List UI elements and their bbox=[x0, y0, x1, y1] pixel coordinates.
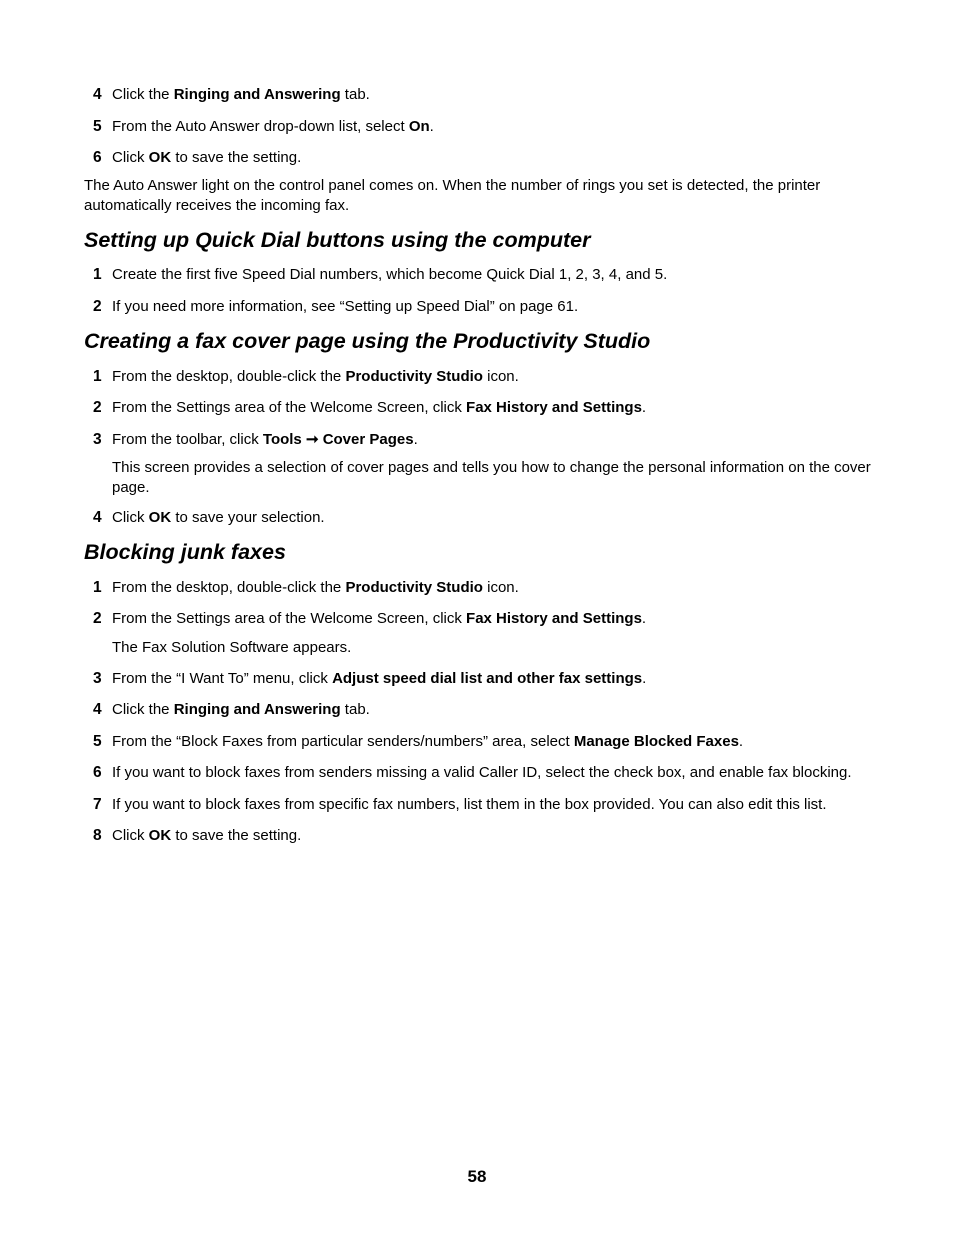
step-text: icon. bbox=[482, 579, 519, 596]
step-bold-text: Fax History and Settings bbox=[466, 610, 642, 627]
step-text: Click the bbox=[112, 701, 174, 718]
step-text: If you want to block faxes from specific fax numbers, list them in the box provided. You can also edit this list. bbox=[112, 796, 827, 813]
step-text: . bbox=[641, 399, 647, 416]
auto-answer-note: The Auto Answer light on the control panel comes on. When the number of rings you set is detected, the printer automatically receives the incoming fax. bbox=[84, 177, 821, 214]
step-number: 1 bbox=[93, 579, 102, 596]
step-number: 2 bbox=[93, 399, 102, 416]
cover-page-step-3-note: This screen provides a selection of cover pages and tells you how to change the personal information on the cover page. bbox=[112, 459, 871, 496]
step-text: . bbox=[413, 431, 418, 448]
step-text: If you need more information, see “Setting up Speed Dial” on page 61. bbox=[112, 298, 579, 315]
step-number: 2 bbox=[93, 610, 102, 627]
step-number: 6 bbox=[93, 149, 102, 166]
step-bold-text: Fax History and Settings bbox=[466, 399, 642, 416]
step-text: From the Settings area of the Welcome Screen, click bbox=[112, 610, 467, 627]
step-6-ok bbox=[93, 148, 883, 167]
step-5-auto-answer bbox=[93, 117, 883, 136]
step-4-ringing-tab bbox=[93, 85, 883, 104]
step-text: tab. bbox=[340, 86, 370, 103]
step-text: . bbox=[429, 118, 434, 135]
step-bold-text: Adjust speed dial list and other fax settings bbox=[332, 670, 643, 687]
cover-page-step-3 bbox=[93, 430, 883, 449]
step-text: From the Auto Answer drop-down list, select bbox=[112, 118, 409, 135]
step-number: 3 bbox=[93, 670, 102, 687]
junk-step-5 bbox=[93, 732, 883, 751]
step-text: From the “I Want To” menu, click bbox=[112, 670, 333, 687]
step-number: 5 bbox=[93, 733, 102, 750]
step-text: From the “Block Faxes from particular senders/numbers” area, select bbox=[112, 733, 574, 750]
step-number: 4 bbox=[93, 86, 102, 103]
step-text: . bbox=[738, 733, 744, 750]
quick-dial-step-2 bbox=[93, 297, 883, 316]
cover-page-step-1 bbox=[93, 367, 883, 386]
step-text: . bbox=[642, 670, 647, 687]
step-text: Click bbox=[112, 827, 149, 844]
step-number: 1 bbox=[93, 368, 102, 385]
step-text: From the toolbar, click bbox=[112, 431, 263, 448]
step-number: 5 bbox=[93, 118, 102, 135]
junk-step-2-note: The Fax Solution Software appears. bbox=[112, 639, 352, 656]
step-number: 8 bbox=[93, 827, 102, 844]
step-text: If you want to block faxes from senders missing a valid Caller ID, select the check box, and enable fax blocking. bbox=[112, 764, 852, 781]
junk-step-1 bbox=[93, 578, 883, 597]
step-text: Click bbox=[112, 149, 149, 166]
page-number: 58 bbox=[467, 1167, 487, 1186]
cover-page-heading: Creating a fax cover page using the Productivity Studio bbox=[84, 329, 651, 353]
step-bold-text: OK bbox=[148, 827, 172, 844]
junk-step-3 bbox=[93, 669, 883, 688]
step-bold-text: On bbox=[408, 118, 430, 135]
step-number: 1 bbox=[93, 266, 102, 283]
junk-step-8 bbox=[93, 826, 883, 845]
step-bold-text: OK bbox=[148, 509, 172, 526]
junk-faxes-heading: Blocking junk faxes bbox=[84, 540, 286, 564]
step-text: Click the bbox=[112, 86, 174, 103]
step-text: to save the setting. bbox=[171, 827, 302, 844]
step-bold-text: Manage Blocked Faxes bbox=[573, 733, 739, 750]
step-number: 6 bbox=[93, 764, 102, 781]
quick-dial-heading: Setting up Quick Dial buttons using the computer bbox=[84, 228, 591, 252]
step-bold-text: Productivity Studio bbox=[345, 368, 483, 385]
step-text: . bbox=[641, 610, 647, 627]
step-text: From the Settings area of the Welcome Screen, click bbox=[112, 399, 467, 416]
step-bold-text: Ringing and Answering bbox=[173, 701, 341, 718]
junk-step-7 bbox=[93, 795, 883, 814]
step-text: Click bbox=[112, 509, 149, 526]
step-number: 7 bbox=[93, 796, 102, 813]
step-bold-text: Ringing and Answering bbox=[173, 86, 341, 103]
step-text: to save the setting. bbox=[171, 149, 302, 166]
step-text: tab. bbox=[340, 701, 370, 718]
cover-page-step-2 bbox=[93, 398, 883, 417]
step-number: 3 bbox=[93, 431, 102, 448]
step-number: 4 bbox=[93, 701, 102, 718]
junk-step-6 bbox=[93, 763, 883, 782]
step-text: From the desktop, double-click the bbox=[112, 579, 346, 596]
step-text: From the desktop, double-click the bbox=[112, 368, 346, 385]
step-bold-text: Tools bbox=[262, 431, 302, 448]
step-text: to save your selection. bbox=[171, 509, 325, 526]
cover-page-step-4 bbox=[93, 508, 883, 527]
junk-step-4 bbox=[93, 700, 883, 719]
step-number: 2 bbox=[93, 298, 102, 315]
step-text: Create the first five Speed Dial numbers, which become Quick Dial 1, 2, 3, 4, and 5. bbox=[112, 266, 668, 283]
quick-dial-step-1 bbox=[93, 265, 883, 284]
step-text: icon. bbox=[482, 368, 519, 385]
arrow-icon: ➞ bbox=[301, 431, 323, 448]
step-bold-text: Cover Pages bbox=[322, 431, 414, 448]
step-bold-text: Productivity Studio bbox=[345, 579, 483, 596]
step-number: 4 bbox=[93, 509, 102, 526]
step-bold-text: OK bbox=[148, 149, 172, 166]
junk-step-2 bbox=[93, 609, 883, 628]
